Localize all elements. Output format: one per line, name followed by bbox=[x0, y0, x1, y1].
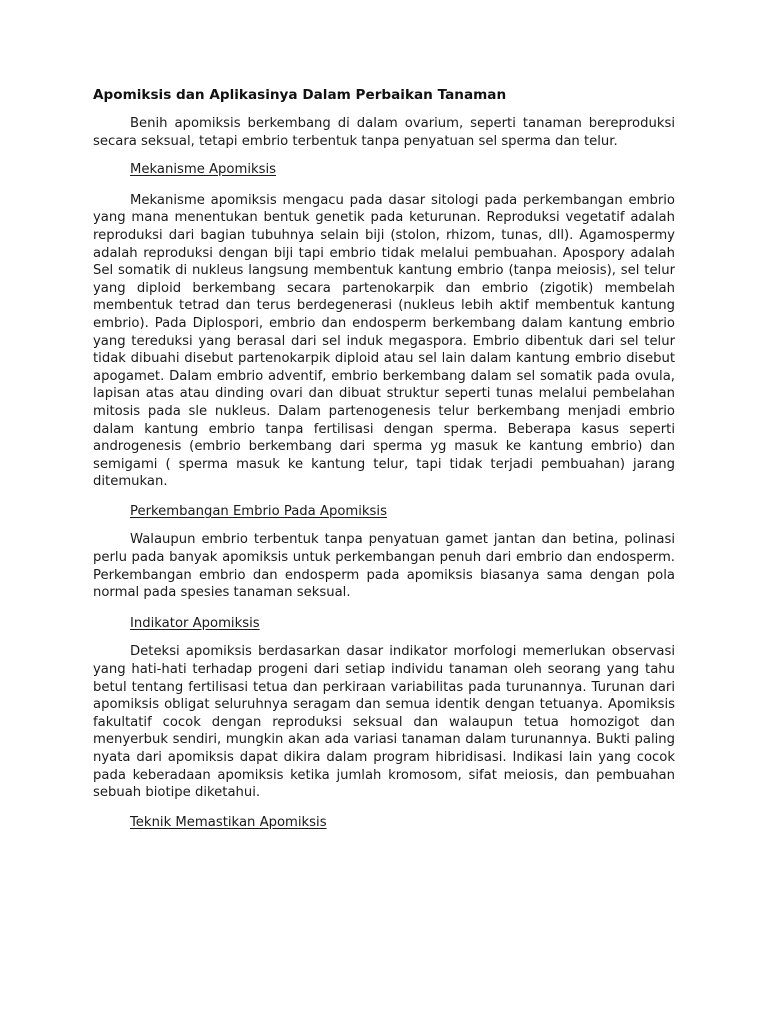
document-page bbox=[93, 86, 675, 831]
section-heading-indikator: Indikator Apomiksis bbox=[130, 615, 260, 631]
section-heading-teknik: Teknik Memastikan Apomiksis bbox=[130, 814, 327, 830]
section-body-perkembangan: Walaupun embrio terbentuk tanpa penyatuan gamet jantan dan betina, polinasi perlu pada banyak apomiksis untuk perkembangan penuh dari embrio dan endosperm. Perkembangan embrio dan endosperm pada apomiksis biasanya sama dengan pola normal pada spesies tanaman seksual. bbox=[93, 532, 675, 601]
section-heading-mekanisme: Mekanisme Apomiksis bbox=[130, 162, 277, 178]
intro-paragraph: Benih apomiksis berkembang di dalam ovarium, seperti tanaman bereproduksi secara seksual, tetapi embrio terbentuk tanpa penyatuan sel sperma dan telur. bbox=[93, 116, 675, 149]
section-body-mekanisme: Mekanisme apomiksis mengacu pada dasar sitologi pada perkembangan embrio yang mana menentukan bentuk genetik pada keturunan. Reproduksi vegetatif adalah reproduksi dari bagian tubuhnya selain biji (stolon, rhizom, tunas, dll). Agamospermy adalah reproduksi dengan biji tapi embrio tidak melalui pembuahan. Apospory adalah Sel somatik di nukleus langsung membentuk kantung embrio (tanpa meiosis), sel telur yang diploid berkembang secara partenokarpik dan embrio (zigotik) membelah membentuk tetrad dan terus berdegenerasi (nukleus lebih aktif membentuk kantung embrio). Pada Diplospori, embrio dan endosperm berkembang dalam kantung embrio yang tereduksi yang berasal dari sel induk megaspora. Embrio dibentuk dari sel telur tidak dibuahi disebut partenokarpik diploid atau sel lain dalam kantung embrio disebut apogamet. Dalam embrio adventif, embrio berkembang dalam sel somatik pada ovula, lapisan atas atau dinding ovari dan dibuat struktur seperti tunas melalui pembelahan mitosis pada sle nukleus. Dalam partenogenesis telur berkembang menjadi embrio dalam kantung embrio tanpa fertilisasi dengan sperma. Beberapa kasus seperti androgenesis (embrio berkembang dari sperma yg masuk ke kantung embrio) dan semigami ( sperma masuk ke kantung telur, tapi tidak terjadi pembuahan) jarang ditemukan. bbox=[93, 192, 675, 490]
section-body-indikator: Deteksi apomiksis berdasarkan dasar indikator morfologi memerlukan observasi yang hati-hati terhadap progeni dari setiap individu tanaman oleh seorang yang tahu betul tentang fertilisasi tetua dan perkiraan variabilitas pada turunannya. Turunan dari apomiksis obligat seluruhnya seragam dan semua identik dengan tetuanya. Apomiksis fakultatif cocok dengan reproduksi seksual dan walaupun tetua homozigot dan menyerbuk sendiri, mungkin akan ada variasi tanaman dalam turunannya. Bukti paling nyata dari apomiksis dapat dikira dalam program hibridisasi. Indikasi lain yang cocok pada keberadaan apomiksis ketika jumlah kromosom, sifat meiosis, dan pembuahan sebuah biotipe diketahui. bbox=[93, 644, 675, 801]
section-heading-perkembangan: Perkembangan Embrio Pada Apomiksis bbox=[130, 503, 387, 519]
document-title: Apomiksis dan Aplikasinya Dalam Perbaikan Tanaman bbox=[93, 87, 507, 103]
